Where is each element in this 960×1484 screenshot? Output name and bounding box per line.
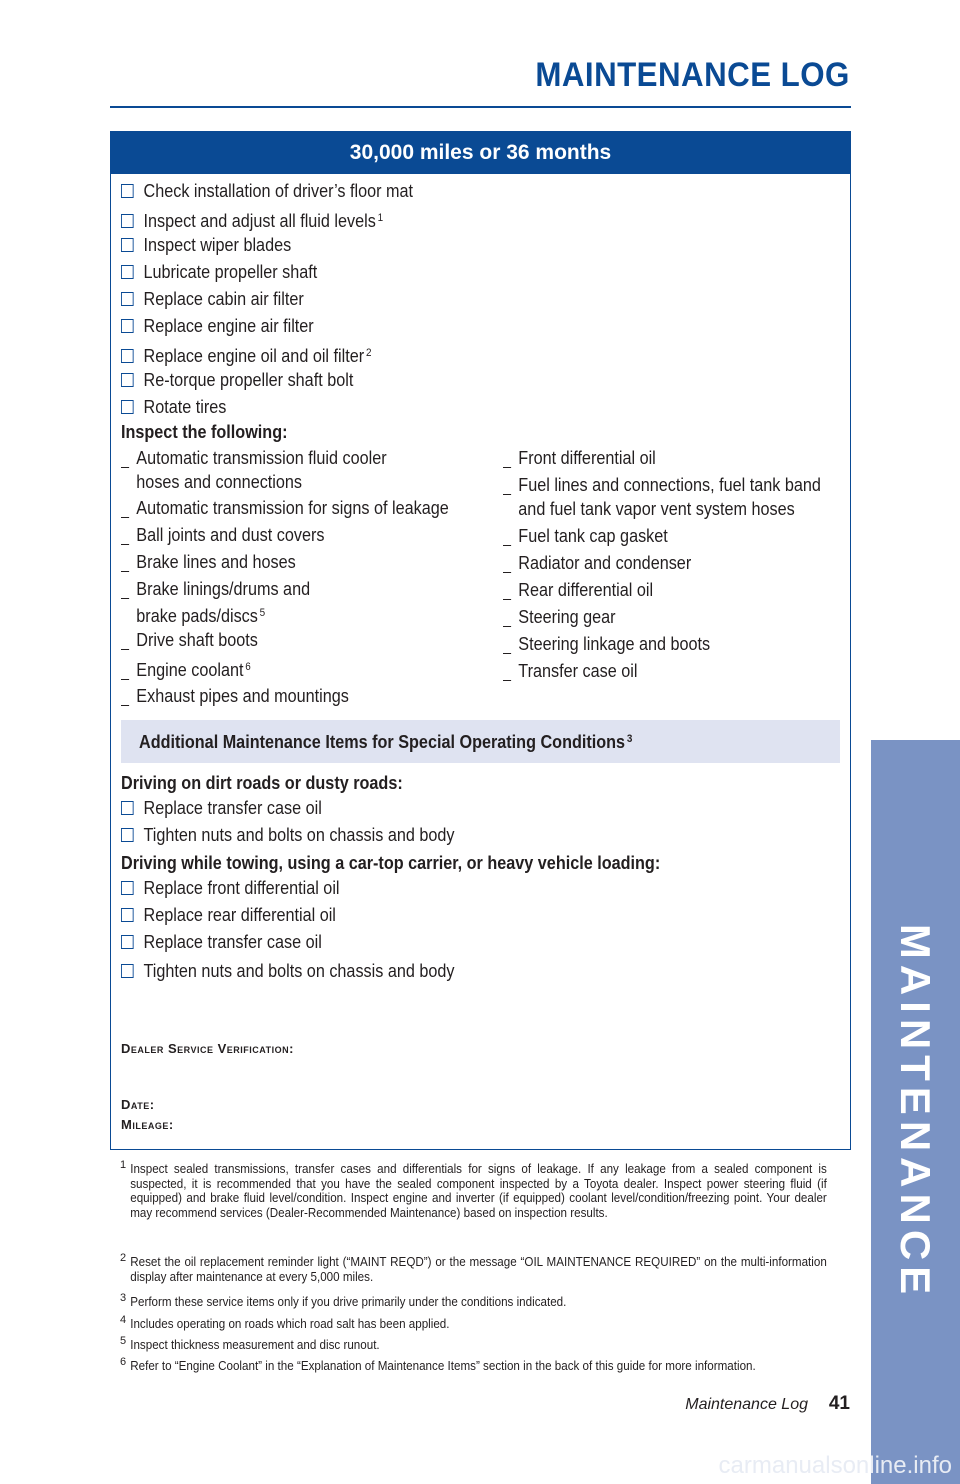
interval-header: 30,000 miles or 36 months [111,132,850,174]
inspect-item: Steering linkage and boots [503,632,710,656]
checklist-item[interactable]: Replace engine oil and oil filter $^2$ [121,342,371,367]
inspect-item: Front differential oil [503,446,656,470]
footnote: 6 Refer to “Engine Coolant” in the “Explanation of Maintenance Items” section in the back of this guide for more information. [120,1356,756,1373]
checklist-item[interactable]: Inspect and adjust all fluid levels $^1$ [121,207,383,232]
title-divider [110,106,851,108]
inspect-item: Drive shaft boots [121,628,258,652]
checkbox[interactable] [121,265,134,279]
checklist-item[interactable]: Replace rear differential oil [121,904,336,926]
checkbox[interactable] [121,881,134,895]
dirt-roads-heading: Driving on dirt roads or dusty roads: [121,773,403,793]
checkbox[interactable] [121,400,134,414]
footnote: 4 Includes operating on roads which road salt has been applied. [120,1314,450,1331]
checkbox[interactable] [121,935,134,949]
checklist-item[interactable]: Replace engine air filter [121,315,314,337]
page-title: MAINTENANCE LOG [535,56,850,94]
inspect-item: Automatic transmission fluid cooler hoses and connections [121,446,387,494]
inspect-item: Steering gear [503,605,616,629]
towing-heading: Driving while towing, using a car-top carrier, or heavy vehicle loading: [121,853,661,873]
checklist-item[interactable]: Tighten nuts and bolts on chassis and body [121,960,455,982]
checkbox[interactable] [121,373,134,387]
checkbox[interactable] [121,238,134,252]
footnote: 1 Inspect sealed transmissions, transfer cases and differentials for signs of leakage. If any leakage from a sealed component is suspected, it is recommended that you have the sealed component inspected by a Toyota dealer. Inspect power steering fluid (if equipped) and brake fluid level/condition. Inspect engine and inverter (if equipped) coolant level/condition/freezing point. Your dealer may recommend services (Dealer-Recommended Maintenance) based on inspection results. [120,1159,827,1220]
inspect-item: Transfer case oil [503,659,637,683]
checkbox[interactable] [121,214,134,228]
side-tab-label: MAINTENANCE [892,923,940,1301]
checklist-item[interactable]: Lubricate propeller shaft [121,261,317,283]
inspect-item: Fuel lines and connections, fuel tank band and fuel tank vapor vent system hoses [503,473,821,521]
checkbox[interactable] [121,964,134,978]
footer-section-label: Maintenance Log [685,1396,808,1413]
footnote: 3 Perform these service items only if you drive primarily under the conditions indicated. [120,1292,567,1309]
inspect-heading: Inspect the following: [121,422,288,442]
page-number: 41 [828,1393,850,1414]
footnote: 5 Inspect thickness measurement and disc runout. [120,1335,380,1352]
checkbox[interactable] [121,828,134,842]
checklist-item[interactable]: Re-torque propeller shaft bolt [121,369,353,391]
dealer-verification-label: Dealer Service Verification: [121,1041,294,1056]
checkbox[interactable] [121,801,134,815]
additional-maintenance-banner: Additional Maintenance Items for Special Operating Conditions $^3$ [121,720,840,763]
checkbox[interactable] [121,319,134,333]
checklist-item[interactable]: Replace cabin air filter [121,288,304,310]
checkbox[interactable] [121,292,134,306]
date-label: Date: [121,1097,155,1112]
inspect-item: Radiator and condenser [503,551,691,575]
checklist-item[interactable]: Inspect wiper blades [121,234,291,256]
checklist-item[interactable]: Check installation of driver’s floor mat [121,180,413,202]
footnote: 2 Reset the oil replacement reminder light (“MAINT REQD”) or the message “OIL MAINTENANCE REQUIRED” on the multi-information display after maintenance at every 5,000 miles. [120,1252,827,1284]
checkbox[interactable] [121,184,134,198]
inspect-item: Exhaust pipes and mountings [121,684,349,708]
checkbox[interactable] [121,349,134,363]
inspect-item: Ball joints and dust covers [121,523,324,547]
checklist-item[interactable]: Replace transfer case oil [121,931,322,953]
inspect-item: Automatic transmission for signs of leakage [121,496,449,520]
mileage-label: Mileage: [121,1117,174,1132]
section-side-tab [871,740,960,1484]
checklist-item[interactable]: Tighten nuts and bolts on chassis and body [121,824,455,846]
inspect-item: Brake lines and hoses [121,550,296,574]
watermark: carmanualsonline.info [718,1452,952,1479]
checklist-item[interactable]: Replace transfer case oil [121,797,322,819]
inspect-item: Rear differential oil [503,578,653,602]
checklist-item[interactable]: Replace front differential oil [121,877,340,899]
maintenance-interval-box [110,131,851,1150]
inspect-item: Fuel tank cap gasket [503,524,668,548]
checklist-item[interactable]: Rotate tires [121,396,226,418]
inspect-item: Engine coolant $^6$ [121,655,251,682]
checkbox[interactable] [121,908,134,922]
inspect-item: Brake linings/drums and brake pads/discs $^5$ [121,577,310,628]
